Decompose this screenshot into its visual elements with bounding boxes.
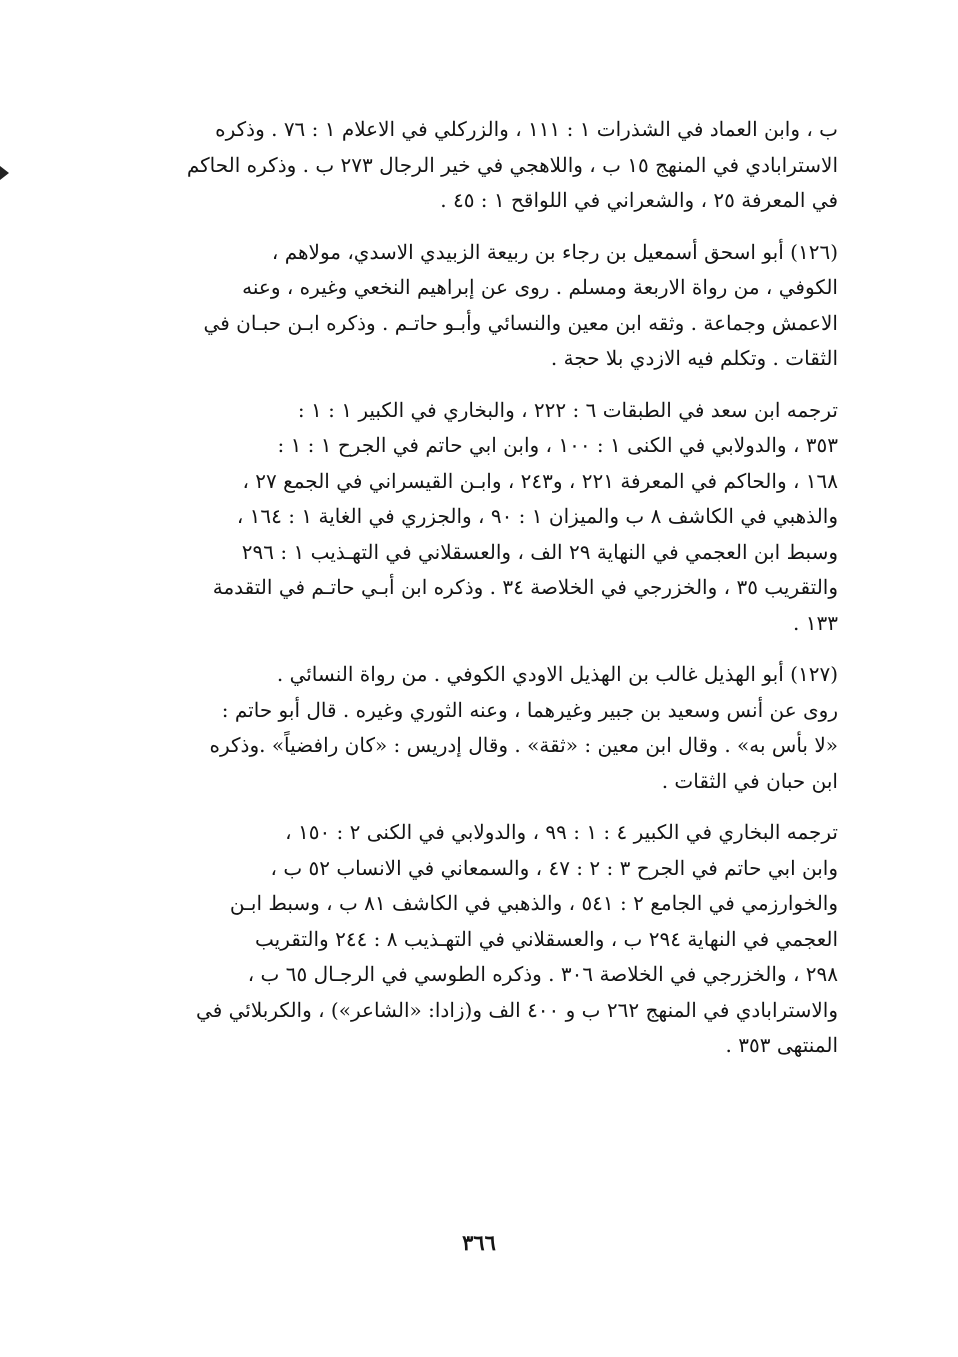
text-line: ١٦٨ ، والحاكم في المعرفة ٢٢١ ، و٢٤٣ ، وابـن القيسراني في الجمع ٢٧ ، xyxy=(242,468,838,493)
text-line: الاسترابادي في المنهج ١٥ ب ، واللاهجي في خير الرجال ٢٧٣ ب . وذكره الحاكم xyxy=(186,152,838,177)
text-line: المنتهى ٣٥٣ . xyxy=(725,1033,838,1057)
text-line: والاسترابادي في المنهج ٢٦٢ ب و ٤٠٠ الف و(زادا: «الشاعر») ، والكربلائي في xyxy=(196,997,838,1022)
page-number: ٣٦٦ xyxy=(462,1230,496,1255)
text-line: والخوارزمي في الجامع ٢ : ٥٤١ ، والذهبي في الكاشف ٨١ ب ، وسبط ابـن xyxy=(229,891,838,915)
paragraph xyxy=(138,393,838,642)
text-line: في المعرفة ٢٥ ، والشعراني في اللواقح ١ : ٤٥ . xyxy=(440,188,838,212)
text-line: الثقات . وتكلم فيه الازدي بلا حجة . xyxy=(550,346,838,370)
text-line: (١٢٦) أبو اسحق أسمعيل بن رجاء بن ربيعة الزبيدي الاسدي، مولاهم ، xyxy=(271,239,838,264)
text-line: ١٣٣ . xyxy=(793,610,838,635)
paragraph xyxy=(138,112,838,219)
text-line: ابن حبان في الثقات . xyxy=(661,768,838,793)
text-line: ترجمه البخاري في الكبير ٤ : ١ : ٩٩ ، والدولابي في الكنى ٢ : ١٥٠ ، xyxy=(285,820,838,844)
text-line: ب ، وابن العماد في الشذرات ١ : ١١١ ، والزركلي في الاعلام ١ : ٧٦ . وذكره xyxy=(215,117,838,141)
text-line: وسبط ابن العجمي في النهاية ٢٩ الف ، والعسقلاني في التهـذيب ١ : ٢٩٦ xyxy=(241,539,838,564)
text-line: (١٢٧) أبو الهذيل غالب بن الهذيل الاودي الكوفي . من رواة النسائي . xyxy=(276,662,838,686)
text-line: والذهبي في الكاشف ٨ ب والميزان ١ : ٩٠ ، والجزري في الغاية ١ : ١٦٤ ، xyxy=(236,504,838,528)
text-line: والتقريب ٣٥ ، والخزرجي في الخلاصة ٣٤ . وذكره ابن أبـي حاتـم في التقدمة xyxy=(212,575,838,599)
paragraph xyxy=(138,815,838,1064)
text-line: ترجمه ابن سعد في الطبقات ٦ : ٢٢٢ ، والبخاري في الكبير ١ : ١ : xyxy=(297,397,838,422)
text-line: «لا بأس به» . وقال ابن معين : «ثقة» . وقال إدريس : «كان رافضياً» .وذكره xyxy=(209,733,838,757)
text-line: ٢٩٨ ، والخزرجي في الخلاصة ٣٠٦ . وذكره الطوسي في الرجـال ٦٥ ب ، xyxy=(247,962,838,986)
text-line: الكوفي ، من رواة الاربعة ومسلم . روى عن إبراهيم النخعي وغيره ، وعنه xyxy=(242,275,838,299)
paragraph xyxy=(138,657,838,799)
text-line: روى عن أنس وسعيد بن جبير وغيرهما ، وعنه الثوري وغيره . قال أبو حاتم : xyxy=(221,697,838,722)
paragraph xyxy=(138,235,838,377)
text-line: ٣٥٣ ، والدولابي في الكنى ١ : ١٠٠ ، وابن ابي حاتم في الجرح ١ : ١ : xyxy=(277,433,838,457)
text-line: العجمي في النهاية ٢٩٤ ب ، والعسقلاني في التهـذيب ٨ : ٢٤٤ والتقريب xyxy=(255,926,838,951)
body-text xyxy=(138,112,838,1080)
text-line: الاعمش وجماعة . وثقه ابن معين والنسائي وأبـو حاتـم . وذكره ابـن حبـان في xyxy=(203,310,838,335)
margin-mark xyxy=(0,166,9,180)
text-line: وابن ابي حاتم في الجرح ٣ : ٢ : ٤٧ ، والسمعاني في الانساب ٥٢ ب ، xyxy=(270,855,838,880)
